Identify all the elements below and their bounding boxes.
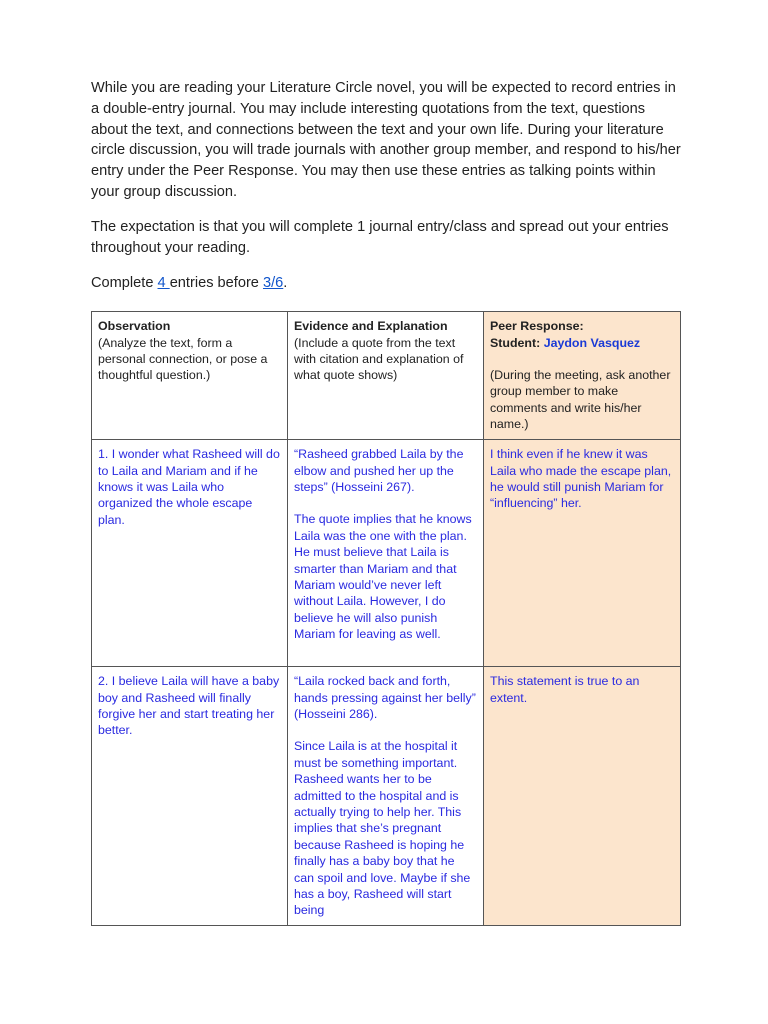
evidence-quote: “Laila rocked back and forth, hands pressing against her belly” (Hosseini 286).	[294, 674, 476, 721]
peer-response-cell	[484, 667, 681, 926]
evidence-header-title: Evidence and Explanation	[294, 319, 448, 334]
table-header-row	[92, 312, 681, 440]
peer-response-text: This statement is true to an extent.	[490, 674, 640, 705]
peer-header-desc: (During the meeting, ask another group member to make comments and write his/her name.)	[490, 367, 671, 432]
peer-response-cell	[484, 440, 681, 667]
evidence-header-desc: (Include a quote from the text with citation and explanation of what quote shows)	[294, 335, 464, 383]
observation-cell	[92, 667, 288, 926]
observation-header-desc: (Analyze the text, form a personal connection, or pose a thoughtful question.)	[98, 335, 268, 383]
deadline-date-link[interactable]: 3/6	[262, 275, 284, 292]
observation-cell	[92, 440, 288, 667]
student-name: Jaydon Vasquez	[543, 335, 641, 350]
journal-page	[91, 78, 681, 926]
expectation-paragraph: The expectation is that you will complete 1 journal entry/class and spread out your entries throughout your reading.	[91, 218, 669, 256]
peer-response-text: I think even if he knew it was Laila who made the escape plan, he would still punish Mariam for “influencing” her.	[490, 447, 672, 511]
evidence-explanation: The quote implies that he knows Laila was the one with the plan. He must believe that Laila is smarter than Mariam and that Mariam would’ve never left without Laila. However, I do believe he will also punish Mariam for leaving as well.	[294, 512, 472, 642]
evidence-quote: “Rasheed grabbed Laila by the elbow and pushed her up the steps” (Hosseini 267).	[294, 447, 464, 494]
double-entry-journal-table	[91, 311, 681, 926]
evidence-cell	[288, 440, 484, 667]
evidence-explanation: Since Laila is at the hospital it must be something important. Rasheed wants her to be admitted to the hospital and is actually trying to help her. This implies that she’s pregnant because Rasheed is hoping he finally has a baby boy that he can spoil and love. Maybe if she has a boy, Rasheed will start being	[294, 739, 471, 918]
observation-text: 1. I wonder what Rasheed will do to Laila and Mariam and if he knows it was Laila who organized the whole escape plan.	[98, 447, 280, 527]
deadline-prefix: Complete	[91, 275, 158, 292]
peer-header-cell	[484, 312, 681, 440]
student-label: Student:	[490, 335, 544, 350]
table-row	[92, 440, 681, 667]
evidence-header-cell	[288, 312, 484, 440]
observation-header-title: Observation	[98, 319, 171, 334]
table-row	[92, 667, 681, 926]
entry-count-link[interactable]: 4	[157, 275, 170, 292]
evidence-cell	[288, 667, 484, 926]
observation-header-cell	[92, 312, 288, 440]
intro-paragraph: While you are reading your Literature Circle novel, you will be expected to record entries in a double-entry journal. You may include interesting quotations from the text, questions about the text, and connections between the text and your own life. During your literature circle discussion, you will trade journals with another group member, and respond to his/her entry under the Peer Response. You may then use these entries as talking points within your group discussion.	[91, 80, 681, 200]
deadline-line	[91, 273, 681, 294]
observation-text: 2. I believe Laila will have a baby boy and Rasheed will finally forgive her and start treating her better.	[98, 674, 280, 738]
student-line	[490, 335, 674, 351]
deadline-middle: entries before	[169, 275, 263, 292]
deadline-suffix: .	[283, 275, 288, 292]
peer-header-title: Peer Response:	[490, 319, 584, 334]
